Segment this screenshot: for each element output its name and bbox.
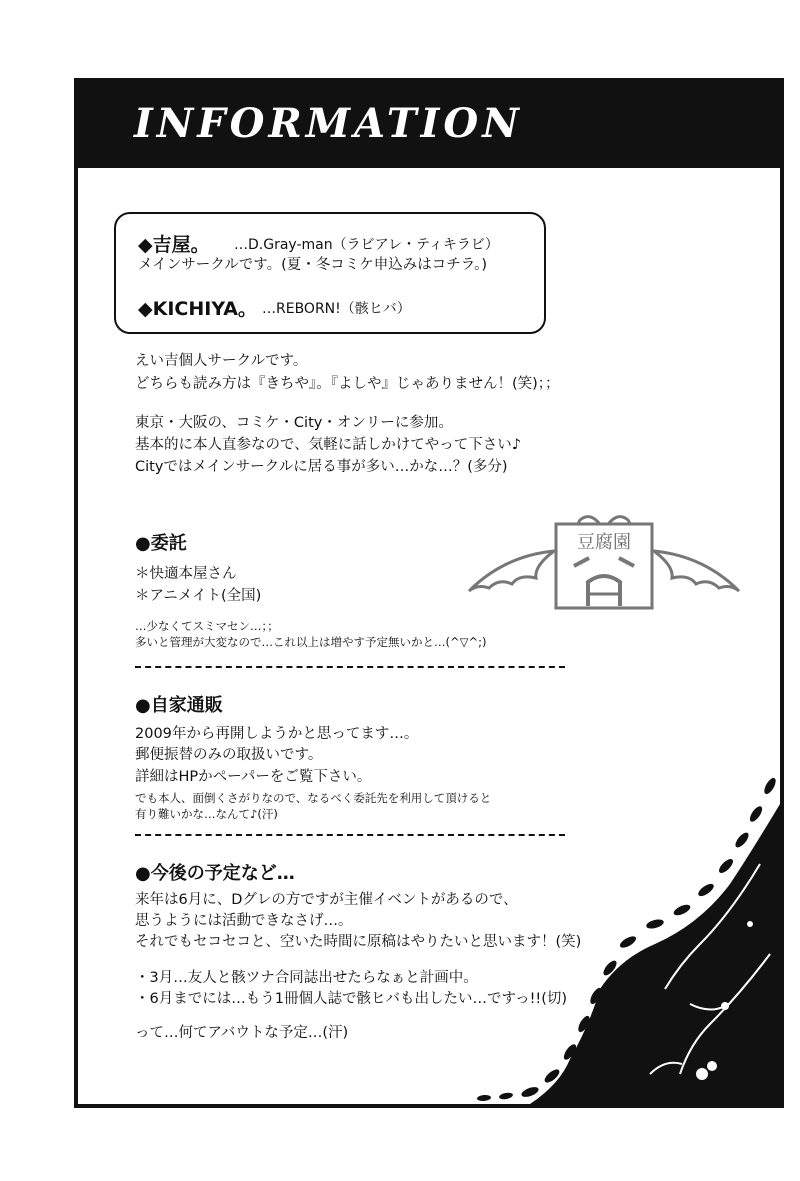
- main-circle-note: メインサークルです。(夏・冬コミケ申込みはコチラ。): [138, 257, 488, 273]
- consignment-shop-2: ＊アニメイト(全国): [135, 588, 262, 604]
- tofuen-logo: [464, 496, 744, 616]
- consignment-heading: ●委託: [135, 533, 187, 554]
- intro-line-5: Cityではメインサークルに居る事が多い…かな…？(多分): [135, 459, 508, 475]
- circle-genre-reborn: …REBORN!（骸ヒバ）: [262, 301, 411, 317]
- intro-line-4: 基本的に本人直参なので、気軽に話しかけてやって下さい♪: [135, 437, 521, 453]
- circle-info-box: [114, 212, 546, 334]
- consignment-note-2: 多いと管理が大変なので…これ以上は増やす予定無いかと…(^▽^;): [135, 635, 487, 649]
- intro-line-3: 東京・大阪の、コミケ・City・オンリーに参加。: [135, 415, 453, 431]
- information-page: [74, 78, 784, 1108]
- logo-text: 豆腐園: [577, 532, 631, 553]
- plans-line-4: ・3月…友人と骸ツナ合同誌出せたらなぁと計画中。: [135, 970, 478, 986]
- plans-line-5: ・6月までには…もう1冊個人誌で骸ヒバも出したい…ですっ!!(切): [135, 991, 568, 1007]
- mailorder-note-1: でも本人、面倒くさがりなので、なるべく委託先を利用して頂けると: [135, 791, 492, 805]
- plans-line-1: 来年は6月に、Dグレの方ですが主催イベントがあるので、: [135, 892, 518, 908]
- header-bar: [78, 82, 780, 168]
- consignment-shop-1: ＊快適本屋さん: [135, 566, 237, 582]
- plans-heading: ●今後の予定など…: [135, 863, 295, 884]
- consignment-note-1: …少なくてスミマセン…；；: [135, 619, 279, 633]
- circle-genre-dgm: …D.Gray-man（ラビアレ・ティキラビ）: [234, 237, 499, 253]
- plans-line-3: それでもセコセコと、空いた時間に原稿はやりたいと思います！(笑): [135, 934, 582, 950]
- page-title: INFORMATION: [134, 100, 523, 147]
- mailorder-line-2: 郵便振替のみの取扱いです。: [135, 747, 323, 763]
- mailorder-line-3: 詳細はHPかペーパーをご覧下さい。: [135, 769, 372, 785]
- mailorder-line-1: 2009年から再開しようかと思ってます…。: [135, 726, 419, 742]
- intro-line-1: えい吉個人サークルです。: [135, 353, 308, 369]
- section-divider: [135, 666, 565, 668]
- mailorder-heading: ●自家通販: [135, 695, 223, 716]
- circle-name-kichiya-jp: ◆吉屋。: [138, 234, 210, 256]
- mailorder-note-2: 有り難いかな…なんて♪(汗): [135, 807, 278, 821]
- intro-line-2: どちらも読み方は『きちや』。『よしや』じゃありません！(笑)；；: [135, 376, 560, 392]
- floral-ornament: [450, 774, 780, 1104]
- circle-name-kichiya-en: ◆KICHIYA。: [138, 298, 257, 320]
- plans-line-2: 思うようには活動できなさげ…。: [135, 913, 353, 929]
- plans-line-6: って…何てアバウトな予定…(汗): [135, 1025, 349, 1041]
